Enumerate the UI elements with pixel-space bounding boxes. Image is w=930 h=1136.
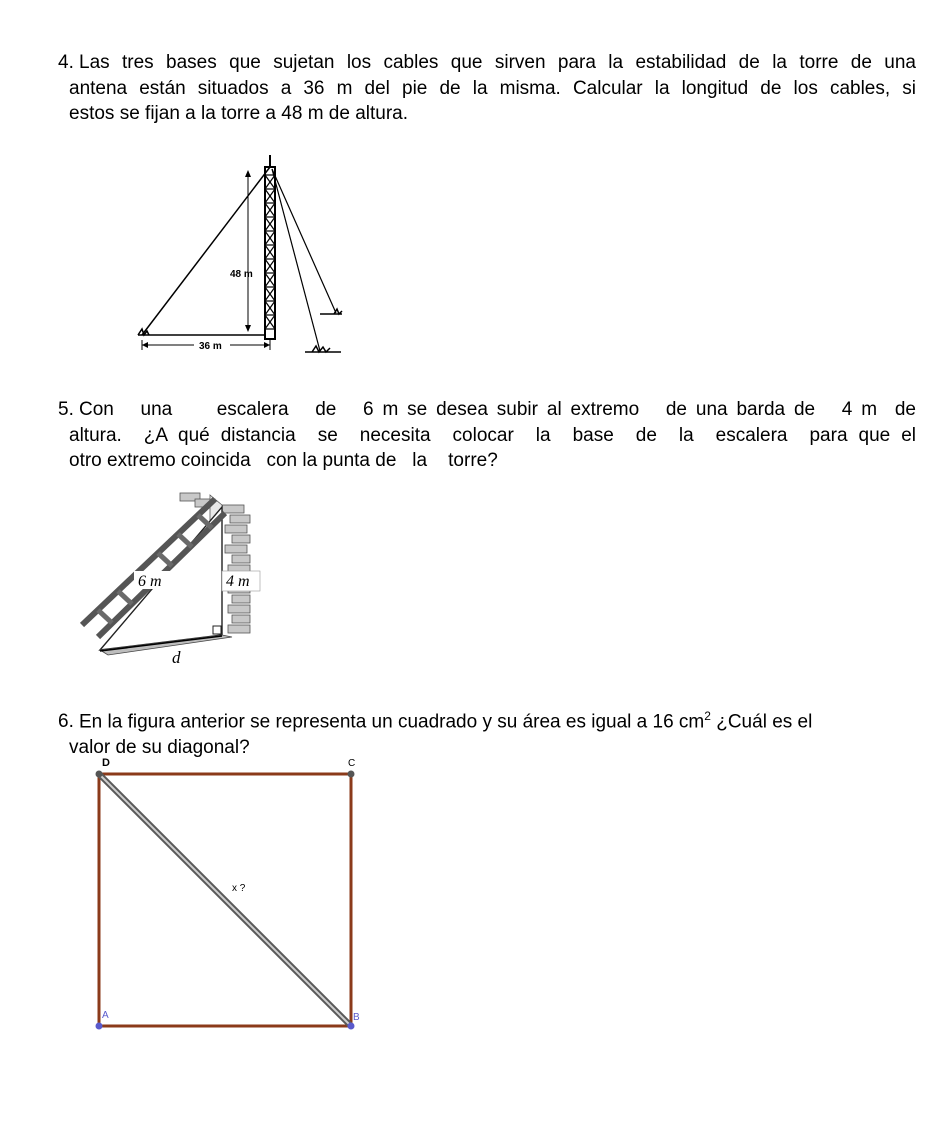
superscript: 2 <box>704 709 711 723</box>
wall-label: 4 m <box>226 573 250 590</box>
problem-text-line: altura. ¿A qué distancia se necesita colocar la base de la escalera para que el <box>69 424 916 446</box>
vertex-label-C: C <box>348 758 356 769</box>
ladder-label: 6 m <box>138 573 162 590</box>
problem-text-line: antena están situados a 36 m del pie de la misma. Calcular la longitud de los cables, si <box>69 77 916 99</box>
vertex-label-B: B <box>353 1012 360 1023</box>
vertex-point-A <box>96 1023 103 1030</box>
tower-figure <box>120 155 370 365</box>
problem-number: 5. <box>58 399 74 420</box>
problem-text-line-tail: ¿Cuál es el <box>710 711 813 733</box>
problem-text-line: Las tres bases que sujetan los cables que sirven para la estabilidad de la torre de una <box>79 52 916 73</box>
vertex-point-D <box>96 771 103 778</box>
base-label: 36 m <box>199 341 222 352</box>
vertex-point-B <box>348 1023 355 1030</box>
problem-text-line: Con una escalera de 6 m se desea subir al extremo de una barda de 4 m de <box>79 399 916 420</box>
height-label: 48 m <box>230 269 253 280</box>
distance-label: d <box>172 648 181 667</box>
problem-4 <box>58 50 916 127</box>
vertex-label-D: D <box>102 757 110 769</box>
cable-left <box>142 167 270 335</box>
problem-text-line: En la figura anterior se representa un cuadrado y su área es igual a 16 cm <box>79 711 705 733</box>
problem-number: 4. <box>58 52 74 73</box>
problem-text-line: estos se fijan a la torre a 48 m de altura. <box>69 103 409 124</box>
ladder-figure <box>60 485 275 670</box>
problem-number: 6. <box>58 711 74 733</box>
vertex-point-C <box>348 771 355 778</box>
problem-text-line: valor de su diagonal? <box>69 736 250 758</box>
tower-lattice <box>265 175 275 329</box>
square-figure <box>80 750 380 1040</box>
vertex-label-A: A <box>102 1010 109 1021</box>
diagonal-label: x ? <box>232 883 246 894</box>
problem-5 <box>58 397 916 474</box>
problem-text-line: otro extremo coincida con la punta de la torre? <box>69 450 498 471</box>
